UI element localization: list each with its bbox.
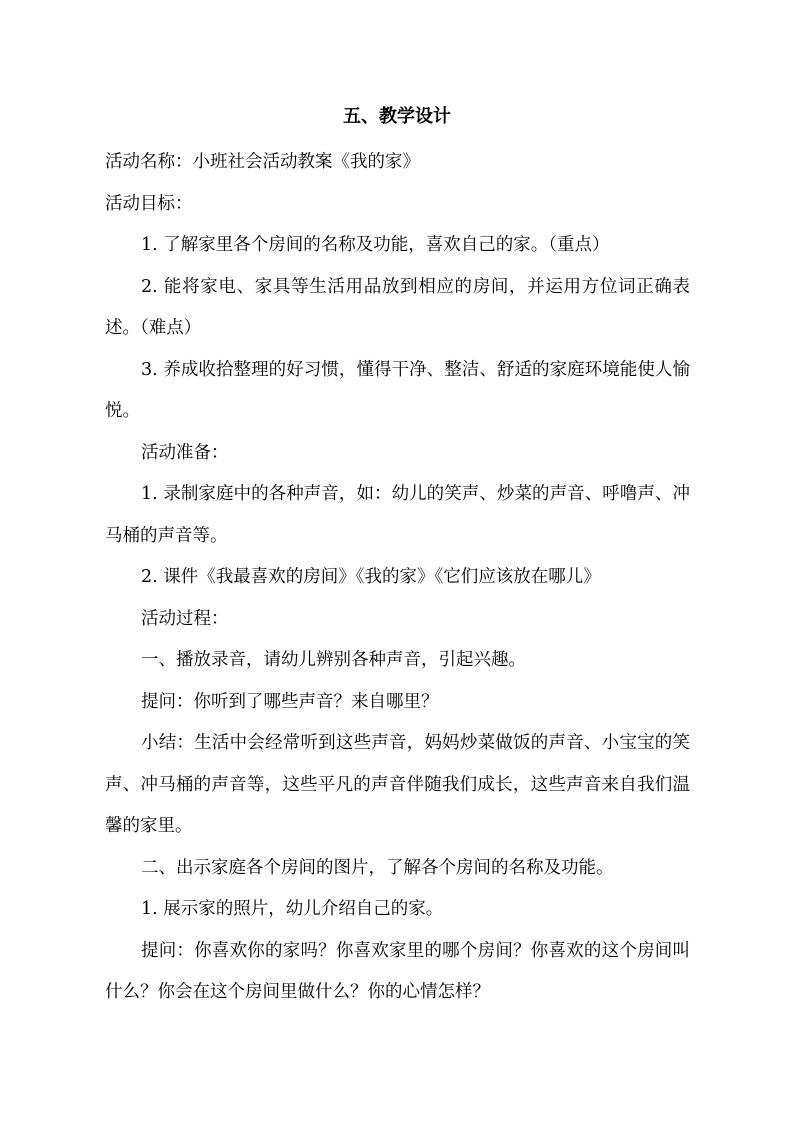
process-step-2-paragraph: 二、出示家庭各个房间的图片，了解各个房间的名称及功能。 xyxy=(141,857,614,878)
preparation-1-paragraph: 1. 录制家庭中的各种声音，如：幼儿的笑声、炒菜的声音、呼噜声、冲马桶的声音等。 xyxy=(105,484,690,546)
process-step-1-paragraph: 一、播放录音，请幼儿辨别各种声音，引起兴趣。 xyxy=(141,650,526,670)
question-1-paragraph: 提问：你听到了哪些声音？来自哪里？ xyxy=(141,691,439,712)
activity-name-paragraph: 活动名称：小班社会活动教案《我的家》 xyxy=(105,152,420,172)
activity-preparation-heading: 活动准备： xyxy=(141,442,229,463)
activity-goals-heading: 活动目标： xyxy=(105,193,193,214)
summary-paragraph: 小结：生活中会经常听到这些声音，妈妈炒菜做饭的声音、小宝宝的笑声、冲马桶的声音等，这些平凡的声音伴随我们成长，这些声音来自我们温馨的家里。 xyxy=(105,733,690,836)
goal-3-paragraph: 3. 养成收拾整理的好习惯，懂得干净、整洁、舒适的家庭环境能使人愉悦。 xyxy=(105,359,690,421)
goal-2-paragraph: 2. 能将家电、家具等生活用品放到相应的房间，并运用方位词正确表述。（难点） xyxy=(105,276,690,338)
question-2-paragraph: 提问：你喜欢你的家吗？你喜欢家里的哪个房间？你喜欢的这个房间叫什么？你会在这个房间里做什么？你的心情怎样？ xyxy=(105,940,690,1002)
goal-1-paragraph: 1. 了解家里各个房间的名称及功能，喜欢自己的家。（重点） xyxy=(141,235,610,255)
activity-process-heading: 活动过程： xyxy=(141,608,229,629)
document-body xyxy=(105,142,690,1014)
step-2-item-1-paragraph: 1. 展示家的照片，幼儿介绍自己的家。 xyxy=(141,899,444,919)
page-title: 五、教学设计 xyxy=(343,106,451,127)
preparation-2-paragraph: 2. 课件《我最喜欢的房间》《我的家》《它们应该放在哪儿》 xyxy=(141,567,601,587)
